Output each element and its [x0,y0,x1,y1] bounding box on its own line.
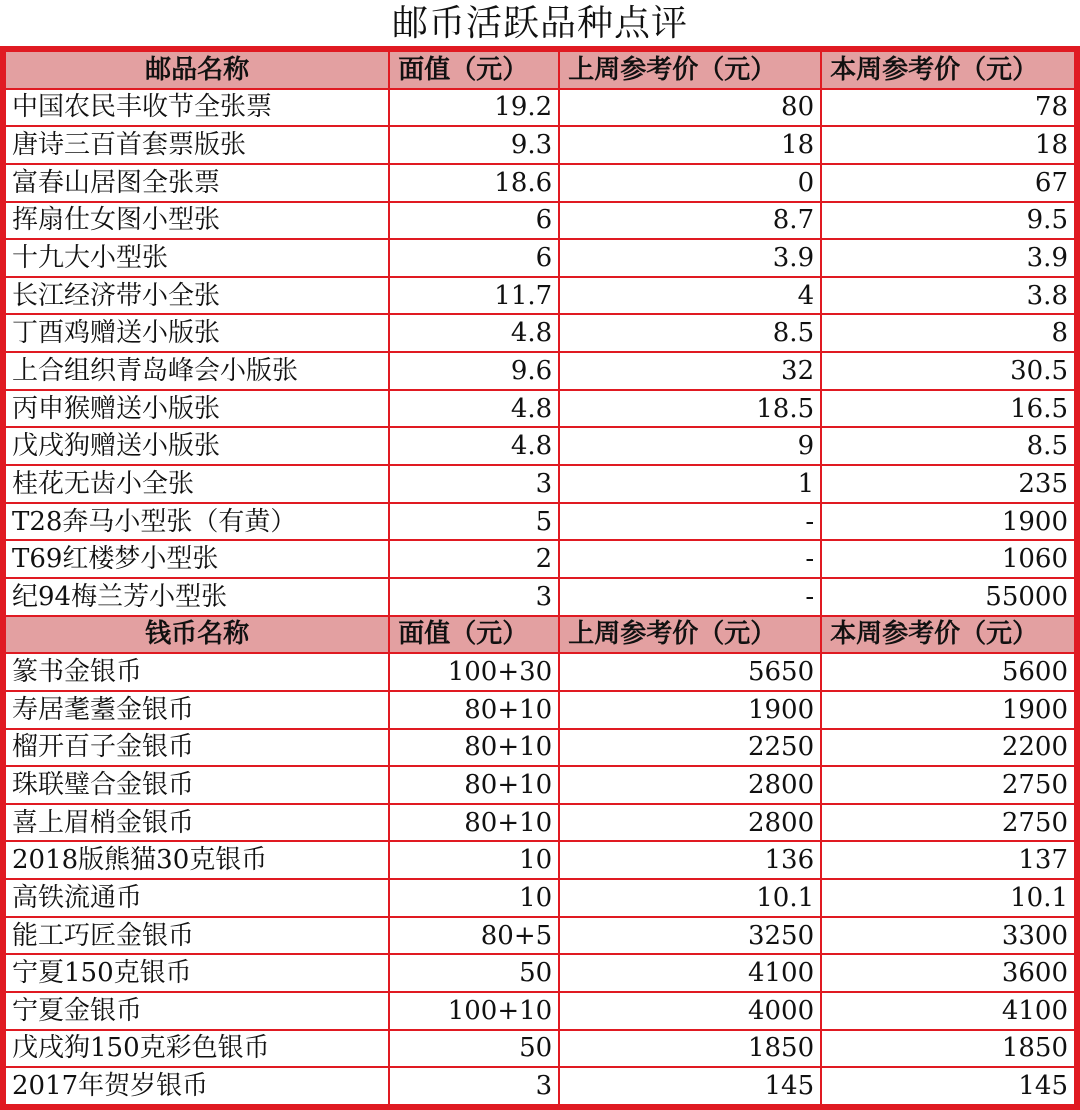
this-week-price-cell: 1900 [821,691,1075,729]
table-row [5,1030,1075,1068]
this-week-price-cell: 3.9 [821,239,1075,277]
last-week-price-cell: 2250 [559,729,821,767]
page-title: 邮币活跃品种点评 [391,3,688,44]
table-row [5,653,1075,691]
table-row [5,691,1075,729]
price-table-body [5,51,1075,1105]
face-value-cell: 80+10 [389,691,559,729]
this-week-price-cell: 16.5 [821,390,1075,428]
last-week-price-cell: 136 [559,841,821,879]
coins-last-week-price-header: 上周参考价（元） [559,616,821,654]
last-week-price-cell: 4000 [559,992,821,1030]
table-row [5,729,1075,767]
face-value-cell: 80+5 [389,917,559,955]
face-value-cell: 4.8 [389,314,559,352]
table-row [5,917,1075,955]
this-week-price-cell: 137 [821,841,1075,879]
item-name-cell: 中国农民丰收节全张票 [5,89,389,127]
table-row [5,239,1075,277]
last-week-price-cell: 9 [559,427,821,465]
item-name-cell: 纪94梅兰芳小型张 [5,578,389,616]
last-week-price-cell: 1 [559,465,821,503]
last-week-price-cell: 8.7 [559,202,821,240]
table-row [5,992,1075,1030]
item-name-cell: 长江经济带小全张 [5,277,389,315]
item-name-cell: 2017年贺岁银币 [5,1067,389,1105]
item-name-cell: T69红楼梦小型张 [5,540,389,578]
face-value-cell: 80+10 [389,766,559,804]
item-name-cell: 榴开百子金银币 [5,729,389,767]
table-row [5,503,1075,541]
face-value-cell: 19.2 [389,89,559,127]
this-week-price-cell: 2200 [821,729,1075,767]
item-name-cell: 戊戌狗赠送小版张 [5,427,389,465]
this-week-price-cell: 3300 [821,917,1075,955]
item-name-cell: 丙申猴赠送小版张 [5,390,389,428]
face-value-cell: 100+30 [389,653,559,691]
stamps-face-value-header: 面值（元） [389,51,559,89]
table-row [5,1067,1075,1105]
last-week-price-cell: - [559,578,821,616]
last-week-price-cell: - [559,503,821,541]
last-week-price-cell: 4100 [559,954,821,992]
price-table [4,50,1076,1106]
coins-this-week-price-header: 本周参考价（元） [821,616,1075,654]
face-value-cell: 10 [389,879,559,917]
this-week-price-cell: 30.5 [821,352,1075,390]
table-row [5,164,1075,202]
last-week-price-cell: 8.5 [559,314,821,352]
face-value-cell: 10 [389,841,559,879]
face-value-cell: 50 [389,954,559,992]
this-week-price-cell: 55000 [821,578,1075,616]
face-value-cell: 5 [389,503,559,541]
this-week-price-cell: 78 [821,89,1075,127]
face-value-cell: 11.7 [389,277,559,315]
table-row [5,954,1075,992]
this-week-price-cell: 8 [821,314,1075,352]
this-week-price-cell: 4100 [821,992,1075,1030]
coins-face-value-header: 面值（元） [389,616,559,654]
this-week-price-cell: 1060 [821,540,1075,578]
item-name-cell: 2018版熊猫30克银币 [5,841,389,879]
table-row [5,578,1075,616]
this-week-price-cell: 10.1 [821,879,1075,917]
this-week-price-cell: 2750 [821,804,1075,842]
stamps-name-header: 邮品名称 [5,51,389,89]
this-week-price-cell: 3.8 [821,277,1075,315]
item-name-cell: 珠联璧合金银币 [5,766,389,804]
stamps-last-week-price-header: 上周参考价（元） [559,51,821,89]
face-value-cell: 6 [389,202,559,240]
this-week-price-cell: 2750 [821,766,1075,804]
item-name-cell: 上合组织青岛峰会小版张 [5,352,389,390]
last-week-price-cell: 32 [559,352,821,390]
last-week-price-cell: 3.9 [559,239,821,277]
face-value-cell: 3 [389,1067,559,1105]
face-value-cell: 100+10 [389,992,559,1030]
last-week-price-cell: 1850 [559,1030,821,1068]
table-row [5,540,1075,578]
this-week-price-cell: 9.5 [821,202,1075,240]
last-week-price-cell: 145 [559,1067,821,1105]
table-row [5,352,1075,390]
this-week-price-cell: 145 [821,1067,1075,1105]
item-name-cell: 戊戌狗150克彩色银币 [5,1030,389,1068]
face-value-cell: 6 [389,239,559,277]
face-value-cell: 2 [389,540,559,578]
item-name-cell: 寿居耄耋金银币 [5,691,389,729]
stamps-this-week-price-header: 本周参考价（元） [821,51,1075,89]
face-value-cell: 3 [389,465,559,503]
item-name-cell: T28奔马小型张（有黄） [5,503,389,541]
last-week-price-cell: 10.1 [559,879,821,917]
table-row [5,89,1075,127]
table-row [5,314,1075,352]
last-week-price-cell: 4 [559,277,821,315]
last-week-price-cell: 80 [559,89,821,127]
item-name-cell: 挥扇仕女图小型张 [5,202,389,240]
last-week-price-cell: - [559,540,821,578]
last-week-price-cell: 18.5 [559,390,821,428]
this-week-price-cell: 1900 [821,503,1075,541]
table-row [5,879,1075,917]
face-value-cell: 50 [389,1030,559,1068]
face-value-cell: 9.6 [389,352,559,390]
item-name-cell: 高铁流通币 [5,879,389,917]
item-name-cell: 能工巧匠金银币 [5,917,389,955]
item-name-cell: 宁夏150克银币 [5,954,389,992]
face-value-cell: 9.3 [389,126,559,164]
this-week-price-cell: 18 [821,126,1075,164]
this-week-price-cell: 5600 [821,653,1075,691]
face-value-cell: 80+10 [389,729,559,767]
face-value-cell: 18.6 [389,164,559,202]
item-name-cell: 宁夏金银币 [5,992,389,1030]
table-row [5,465,1075,503]
last-week-price-cell: 2800 [559,804,821,842]
last-week-price-cell: 0 [559,164,821,202]
face-value-cell: 4.8 [389,390,559,428]
coins-name-header: 钱币名称 [5,616,389,654]
this-week-price-cell: 3600 [821,954,1075,992]
last-week-price-cell: 2800 [559,766,821,804]
coins-header-row [5,616,1075,654]
this-week-price-cell: 67 [821,164,1075,202]
this-week-price-cell: 235 [821,465,1075,503]
face-value-cell: 4.8 [389,427,559,465]
this-week-price-cell: 1850 [821,1030,1075,1068]
last-week-price-cell: 18 [559,126,821,164]
table-row [5,390,1075,428]
table-row [5,804,1075,842]
face-value-cell: 3 [389,578,559,616]
item-name-cell: 唐诗三百首套票版张 [5,126,389,164]
last-week-price-cell: 1900 [559,691,821,729]
table-row [5,277,1075,315]
item-name-cell: 丁酉鸡赠送小版张 [5,314,389,352]
item-name-cell: 十九大小型张 [5,239,389,277]
last-week-price-cell: 5650 [559,653,821,691]
table-row [5,202,1075,240]
table-row [5,427,1075,465]
item-name-cell: 篆书金银币 [5,653,389,691]
table-row [5,766,1075,804]
price-table-frame [0,46,1080,1110]
item-name-cell: 桂花无齿小全张 [5,465,389,503]
table-row [5,841,1075,879]
item-name-cell: 喜上眉梢金银币 [5,804,389,842]
face-value-cell: 80+10 [389,804,559,842]
item-name-cell: 富春山居图全张票 [5,164,389,202]
last-week-price-cell: 3250 [559,917,821,955]
stamps-header-row [5,51,1075,89]
this-week-price-cell: 8.5 [821,427,1075,465]
table-row [5,126,1075,164]
